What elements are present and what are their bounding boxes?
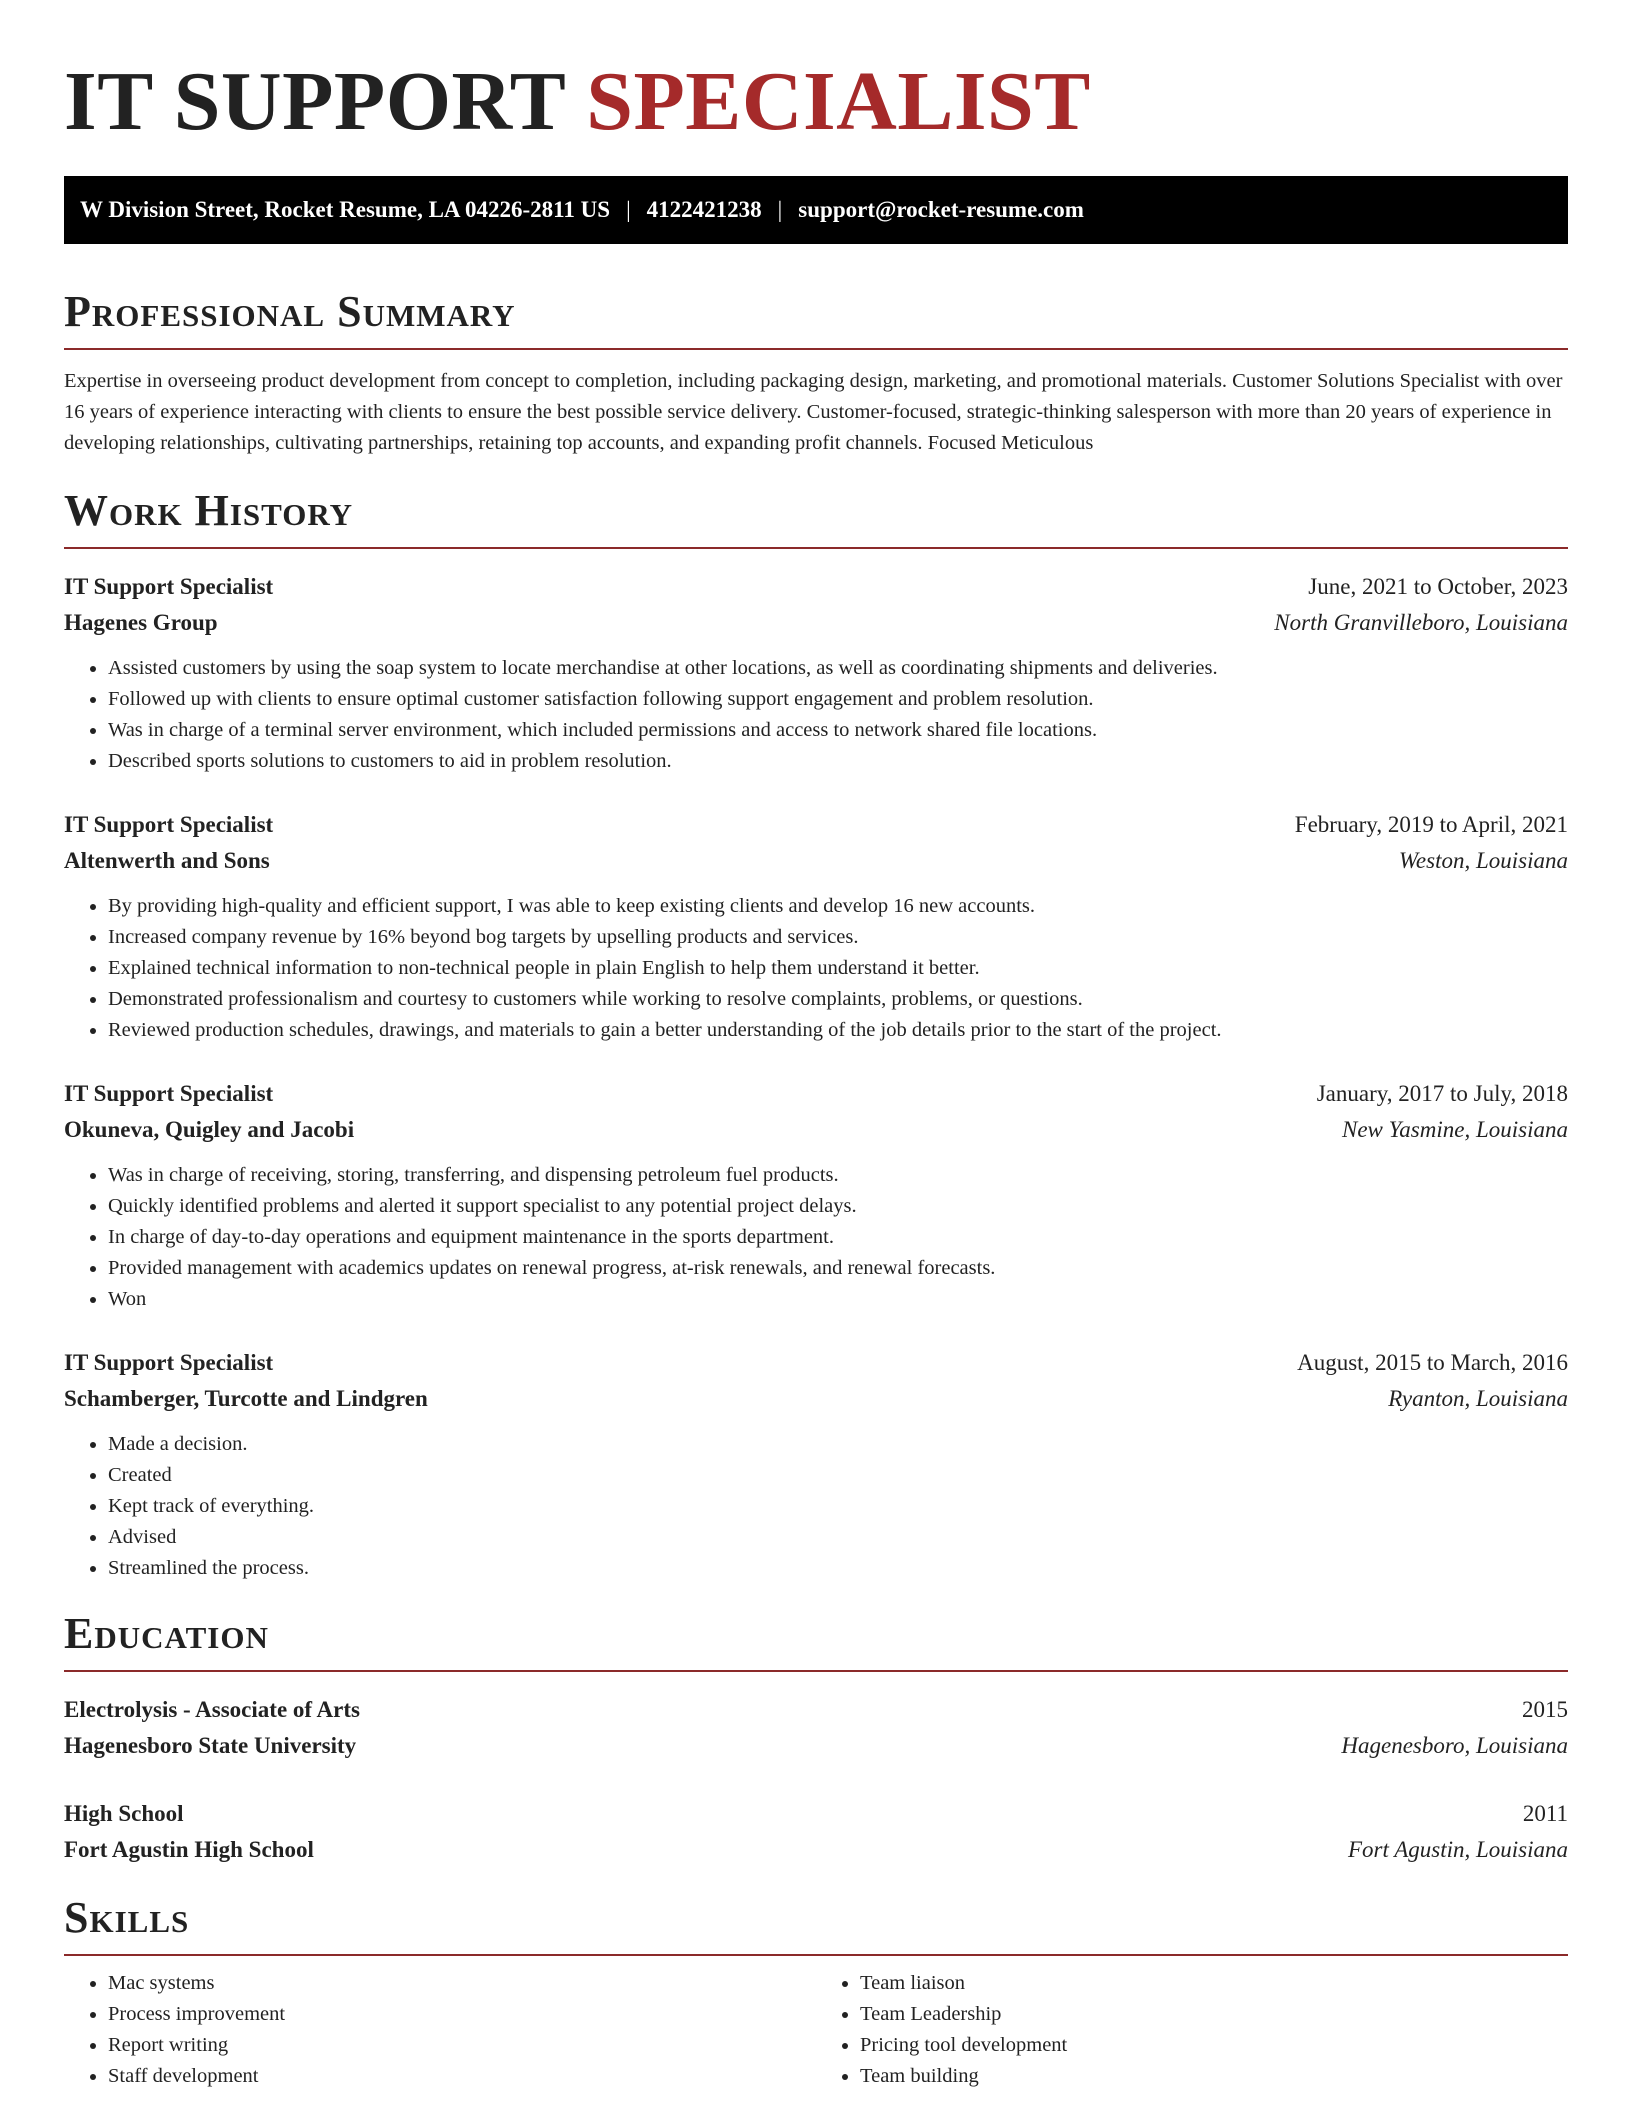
skill-item: • Staff development xyxy=(108,2061,816,2092)
contact-separator: | xyxy=(626,197,631,222)
list-item: • Kept track of everything. xyxy=(108,1491,1568,1522)
job-header-row xyxy=(64,807,1568,843)
education-degree: Electrolysis - Associate of Arts xyxy=(64,1697,360,1722)
job-dates: August, 2015 to March, 2016 xyxy=(1297,1350,1568,1375)
list-item: • Quickly identified problems and alerted it support specialist to any potential project delays. xyxy=(108,1191,1568,1222)
education-year: 2015 xyxy=(1522,1697,1568,1722)
list-item: • Described sports solutions to customers to aid in problem resolution. xyxy=(108,746,1568,777)
skills-heading: Skills xyxy=(64,1894,1568,1956)
list-item: • By providing high-quality and efficient support, I was able to keep existing clients and develop 16 new accounts. xyxy=(108,891,1568,922)
contact-separator: | xyxy=(777,197,783,222)
job-bullets xyxy=(64,1160,1568,1315)
contact-bar xyxy=(64,176,1568,244)
skill-item: • Pricing tool development xyxy=(860,2030,1568,2061)
job-company-row xyxy=(64,843,1568,879)
job-location: New Yasmine, Louisiana xyxy=(1341,1117,1568,1142)
education-school-row xyxy=(64,1728,1568,1764)
list-item: • Won xyxy=(108,1284,1568,1315)
education-degree-row xyxy=(64,1796,1568,1832)
education-school: Fort Agustin High School xyxy=(64,1837,314,1862)
job-dates: June, 2021 to October, 2023 xyxy=(1308,574,1568,599)
job-header-row xyxy=(64,1345,1568,1381)
skills-list-right xyxy=(816,1968,1568,2092)
job-dates: February, 2019 to April, 2021 xyxy=(1294,812,1568,837)
list-item: • Advised xyxy=(108,1522,1568,1553)
list-item: • Increased company revenue by 16% beyond bog targets by upselling products and services. xyxy=(108,922,1568,953)
job-company-row xyxy=(64,1112,1568,1148)
education-year: 2011 xyxy=(1522,1801,1568,1826)
job-header-row xyxy=(64,1076,1568,1112)
title-main: IT SUPPORT xyxy=(64,55,565,148)
education-degree: High School xyxy=(64,1801,184,1826)
list-item: • Provided management with academics updates on renewal progress, at-risk renewals, and renewal forecasts. xyxy=(108,1253,1568,1284)
job-bullets xyxy=(64,891,1568,1046)
education-location: Hagenesboro, Louisiana xyxy=(1341,1733,1568,1758)
skill-item: • Team liaison xyxy=(860,1968,1568,1999)
skill-item: • Mac systems xyxy=(108,1968,816,1999)
summary-text: Expertise in overseeing product development from concept to completion, including packaging design, marketing, and promotional materials. Customer Solutions Specialist with over 16 years of experience interacting with clients to ensure the best possible service delivery. Customer-focused, strategic-thinking salesperson with more than 20 years of experience in developing relationships, cultivating partnerships, retaining top accounts, and expanding profit channels. Focused Meticulous xyxy=(64,370,1563,454)
education-heading: Education xyxy=(64,1610,1568,1672)
summary-heading: Professional Summary xyxy=(64,288,1568,350)
education-degree-row xyxy=(64,1692,1568,1728)
contact-phone: 4122421238 xyxy=(646,197,762,222)
skill-item: • Team Leadership xyxy=(860,1999,1568,2030)
job-entry xyxy=(64,569,1568,777)
job-entry xyxy=(64,807,1568,1046)
job-location: Ryanton, Louisiana xyxy=(1388,1386,1568,1411)
list-item: • Reviewed production schedules, drawings, and materials to gain a better understanding of the job details prior to the start of the project. xyxy=(108,1015,1568,1046)
skills-columns xyxy=(64,1968,1568,2092)
list-item: • In charge of day-to-day operations and equipment maintenance in the sports department. xyxy=(108,1222,1568,1253)
list-item: • Created xyxy=(108,1460,1568,1491)
skill-item: • Process improvement xyxy=(108,1999,816,2030)
job-header-row xyxy=(64,569,1568,605)
job-entry xyxy=(64,1345,1568,1584)
job-title: IT Support Specialist xyxy=(64,1350,274,1375)
job-location: Weston, Louisiana xyxy=(1398,848,1568,873)
list-item: • Demonstrated professionalism and courtesy to customers while working to resolve complaints, problems, or questions. xyxy=(108,984,1568,1015)
job-company-row xyxy=(64,605,1568,641)
list-item: • Was in charge of a terminal server environment, which included permissions and access to network shared file locations. xyxy=(108,715,1568,746)
list-item: • Made a decision. xyxy=(108,1429,1568,1460)
education-school-row xyxy=(64,1832,1568,1868)
skill-item: • Report writing xyxy=(108,2030,816,2061)
list-item: • Was in charge of receiving, storing, transferring, and dispensing petroleum fuel products. xyxy=(108,1160,1568,1191)
education-entry xyxy=(64,1692,1568,1764)
list-item: • Assisted customers by using the soap system to locate merchandise at other locations, as well as coordinating shipments and deliveries. xyxy=(108,653,1568,684)
contact-email: support@rocket-resume.com xyxy=(798,197,1084,222)
job-company: Schamberger, Turcotte and Lindgren xyxy=(64,1386,428,1411)
list-item: • Streamlined the process. xyxy=(108,1553,1568,1584)
list-item: • Explained technical information to non-technical people in plain English to help them understand it better. xyxy=(108,953,1568,984)
education-entry xyxy=(64,1796,1568,1868)
job-company: Okuneva, Quigley and Jacobi xyxy=(64,1117,355,1142)
job-company: Hagenes Group xyxy=(64,610,218,635)
skills-list-left xyxy=(64,1968,816,2092)
job-bullets xyxy=(64,1429,1568,1584)
resume-title xyxy=(64,0,1568,148)
job-entry xyxy=(64,1076,1568,1315)
job-title: IT Support Specialist xyxy=(64,812,274,837)
education-location: Fort Agustin, Louisiana xyxy=(1347,1837,1568,1862)
job-title: IT Support Specialist xyxy=(64,1081,274,1106)
job-company-row xyxy=(64,1381,1568,1417)
list-item: • Followed up with clients to ensure optimal customer satisfaction following support engagement and problem resolution. xyxy=(108,684,1568,715)
contact-address: W Division Street, Rocket Resume, LA 04226-2811 US xyxy=(80,197,611,222)
job-dates: January, 2017 to July, 2018 xyxy=(1316,1081,1568,1106)
job-bullets xyxy=(64,653,1568,777)
work-history-heading: Work History xyxy=(64,487,1568,549)
skill-item: • Team building xyxy=(860,2061,1568,2092)
job-company: Altenwerth and Sons xyxy=(64,848,270,873)
education-school: Hagenesboro State University xyxy=(64,1733,357,1758)
title-accent: SPECIALIST xyxy=(586,55,1091,148)
job-title: IT Support Specialist xyxy=(64,574,274,599)
job-location: North Granvilleboro, Louisiana xyxy=(1274,610,1568,635)
